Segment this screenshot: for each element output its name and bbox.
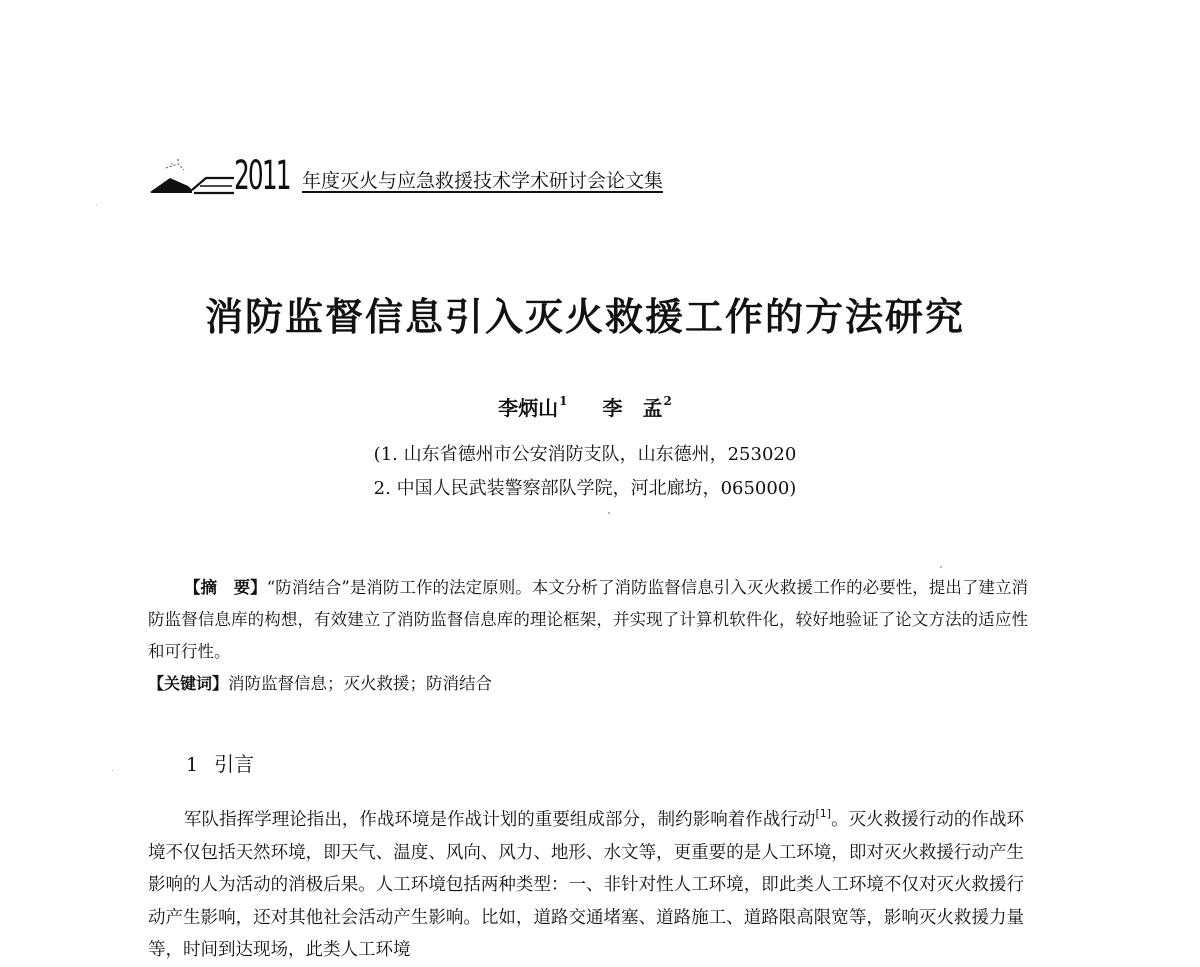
body-text-after-ref: 。灭火救援行动的作战环境不仅包括天然环境，即天气、温度、风向、风力、地形、水文等，更重要的是人工环境，即对灭火救援行动产生影响的人为活动的消极后果。人工环境包括两种类型：一、非针对性人工环境，即此类人工环境不仅对灭火救援行动产生影响，还对其他社会活动产生影响。比如，道路交通堵塞、道路施工、道路限高限宽等，影响灭火救援力量等，时间到达现场，此类人工环境 (148, 810, 1025, 960)
author-2-name: 李 孟 (602, 396, 663, 420)
affiliation-1: (1. 山东省德州市公安消防支队，山东德州，253020 (373, 444, 797, 465)
keywords-label: 【关键词】 (148, 674, 229, 693)
abstract-text: “防消结合”是消防工作的法定原则。本文分析了消防监督信息引入灭火救援工作的必要性，提出了建立消防监督信息库的构想，有效建立了消防监督信息库的理论框架，并实现了计算机软件化，较好地验证了论文方法的适应性和可行性。 (148, 578, 1029, 661)
scan-speck (940, 566, 942, 568)
body-text-before-ref: 军队指挥学理论指出，作战环境是作战计划的重要组成部分，制约影响着作战行动 (184, 810, 816, 830)
abstract-label: 【摘 要】 (184, 578, 267, 597)
scan-speck (112, 770, 113, 771)
book-logo-icon (148, 152, 236, 196)
section-heading (186, 748, 254, 777)
citation-ref: [1] (815, 807, 832, 820)
proceedings-year: 2011 (234, 153, 290, 199)
affiliation-2: 2. 中国人民武装警察部队学院，河北廊坊，065000) (373, 478, 797, 499)
section-title: 引言 (214, 752, 255, 776)
author-2 (602, 396, 671, 420)
author-list (0, 392, 1170, 421)
scan-speck (96, 204, 97, 205)
proceedings-header (148, 152, 664, 199)
scan-speck (608, 512, 610, 514)
author-1-name: 李炳山 (498, 396, 559, 420)
proceedings-series-name: 年度灭火与应急救援技术学术研讨会论文集 (302, 170, 664, 192)
author-1 (498, 396, 567, 420)
author-1-affil-mark: 1 (559, 394, 568, 408)
section-number: 1 (186, 754, 199, 776)
keywords (148, 668, 492, 700)
author-2-affil-mark: 2 (663, 394, 672, 408)
paper-title: 消防监督信息引入灭火救援工作的方法研究 (204, 294, 965, 339)
abstract-paragraph (148, 572, 1028, 668)
abstract (148, 572, 1028, 668)
body-paragraph (148, 798, 1024, 967)
keywords-text: 消防监督信息；灭火救援；防消结合 (228, 674, 493, 693)
